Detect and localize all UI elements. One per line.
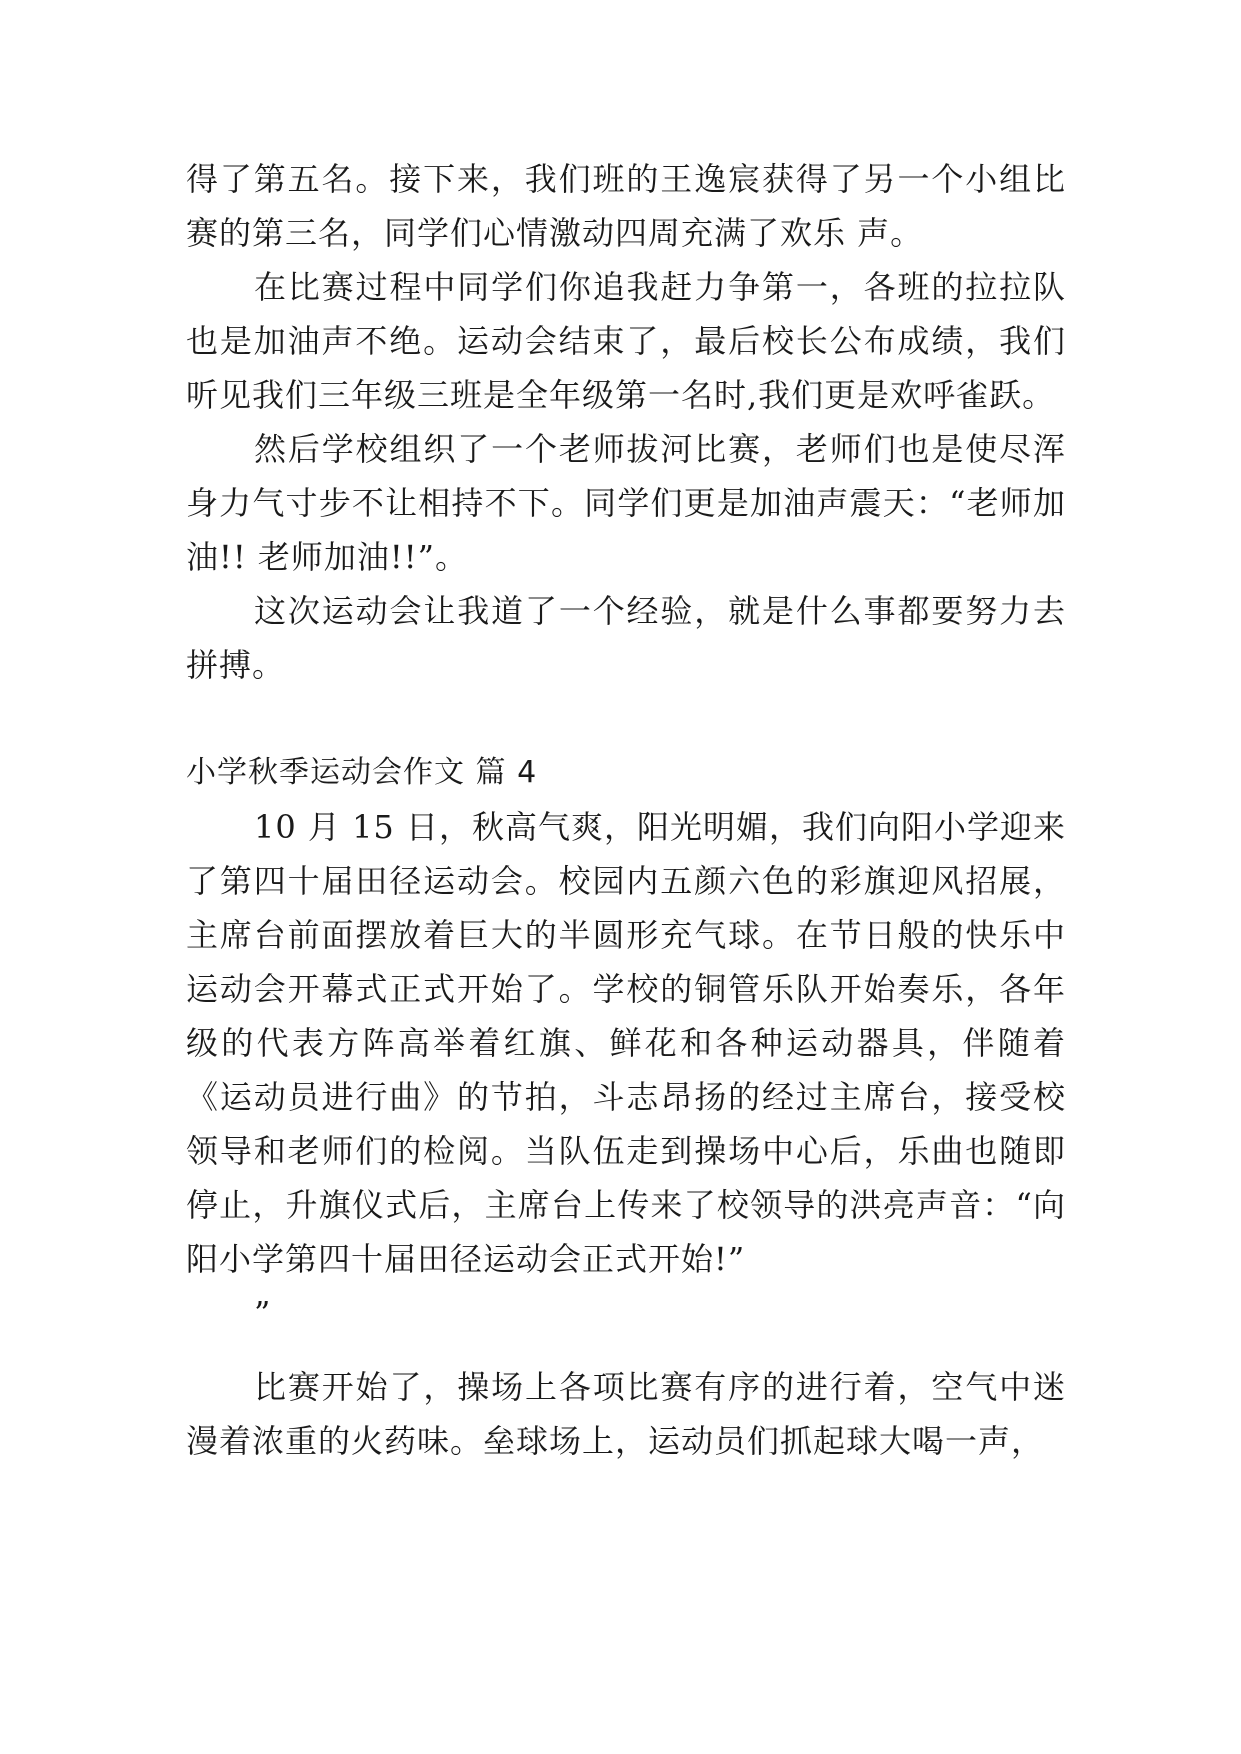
paragraph-opening-ceremony: 10 月 15 日，秋高气爽，阳光明媚，我们向阳小学迎来了第四十届田径运动会。校园内五颜六色的彩旗迎风招展，主席台前面摆放着巨大的半圆形充气球。在节日般的快乐中运动会开幕式正式开始了。学校的铜管乐队开始奏乐，各年级的代表方阵高举着红旗、鲜花和各种运动器具，伴随着《运动员进行曲》的节拍，斗志昂扬的经过主席台，接受校领导和老师们的检阅。当队伍走到操场中心后，乐曲也随即停止，升旗仪式后，主席台上传来了校领导的洪亮声音：“向阳小学第四十届田径运动会正式开始!” bbox=[186, 808, 1066, 1278]
paragraph-lesson: 这次运动会让我道了一个经验，就是什么事都要努力去拼搏。 bbox=[186, 592, 1066, 684]
document-body bbox=[186, 152, 1066, 1468]
paragraph-competition: 在比赛过程中同学们你追我赶力争第一，各班的拉拉队也是加油声不绝。运动会结束了，最后校长公布成绩，我们听见我们三年级三班是全年级第一名时,我们更是欢呼雀跃。 bbox=[186, 268, 1066, 414]
stray-quote-mark: ” bbox=[254, 1294, 272, 1332]
paragraph-competition-start: 比赛开始了，操场上各项比赛有序的进行着，空气中迷漫着浓重的火药味。垒球场上，运动员们抓起球大喝一声， bbox=[186, 1368, 1066, 1460]
paragraph-continuation: 得了第五名。接下来，我们班的王逸宸获得了另一个小组比赛的第三名，同学们心情激动四周充满了欢乐 声。 bbox=[186, 160, 1066, 252]
paragraph-tug-of-war: 然后学校组织了一个老师拔河比赛，老师们也是使尽浑身力气寸步不让相持不下。同学们更是加油声震天：“老师加油!! 老师加油!!”。 bbox=[186, 430, 1066, 576]
essay-heading: 小学秋季运动会作文 篇 4 bbox=[186, 755, 538, 790]
paragraph-spacer bbox=[186, 1340, 1066, 1360]
